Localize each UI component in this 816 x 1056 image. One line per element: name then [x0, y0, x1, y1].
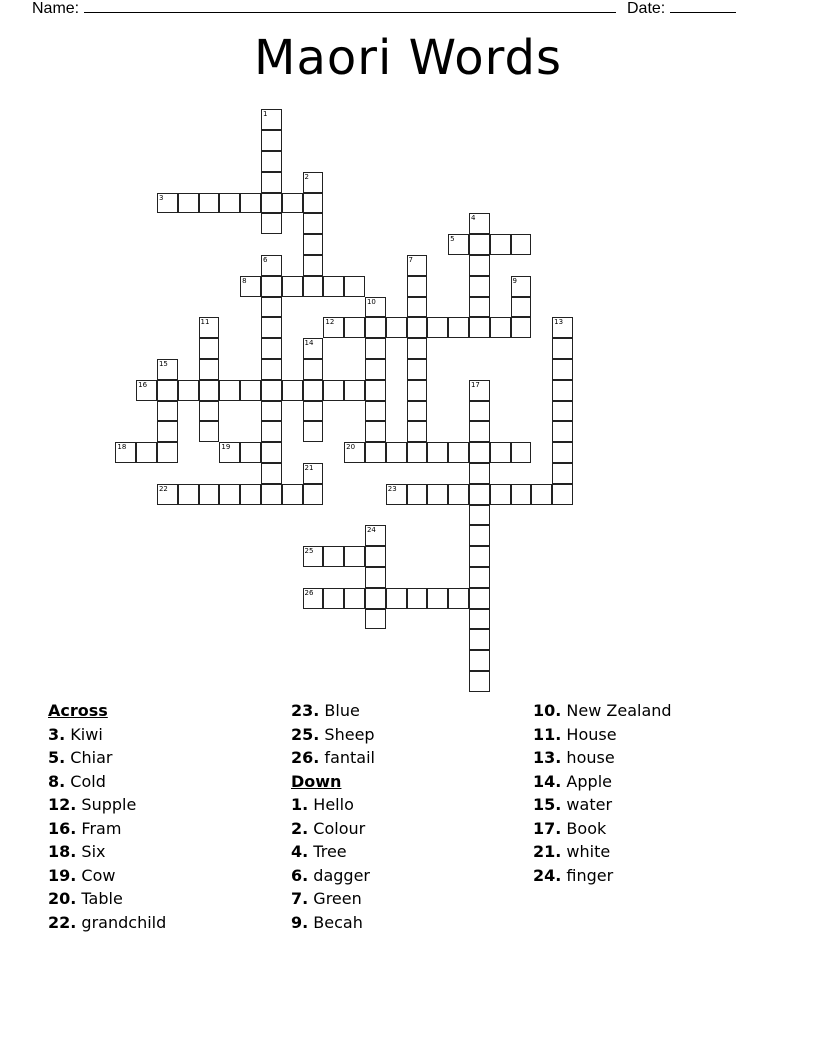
- clue-item-text: Apple: [561, 771, 612, 791]
- clue-item: [48, 724, 166, 748]
- grid-cell[interactable]: [511, 297, 532, 318]
- grid-cell[interactable]: [469, 484, 490, 505]
- grid-cell[interactable]: [199, 338, 220, 359]
- grid-cell[interactable]: [303, 421, 324, 442]
- grid-cell[interactable]: [365, 588, 386, 609]
- clue-item-number: 5.: [48, 748, 66, 767]
- grid-cell[interactable]: [552, 401, 573, 422]
- grid-cell[interactable]: [469, 525, 490, 546]
- clue-item-text: Green: [308, 889, 362, 908]
- clue-number: 9: [512, 276, 518, 285]
- grid-cell[interactable]: [365, 401, 386, 422]
- clue-item: [533, 724, 672, 748]
- grid-cell[interactable]: [469, 442, 490, 463]
- grid-cell[interactable]: [261, 255, 282, 276]
- grid-cell[interactable]: [303, 255, 324, 276]
- grid-cell[interactable]: [365, 525, 386, 546]
- grid-cell[interactable]: [469, 609, 490, 630]
- clue-item-text: Chiar: [65, 748, 113, 767]
- grid-cell[interactable]: [323, 546, 344, 567]
- clue-item-text: Book: [561, 818, 607, 838]
- clue-item: [291, 700, 375, 724]
- grid-cell[interactable]: [386, 588, 407, 609]
- clue-item-number: 7.: [291, 889, 309, 908]
- grid-cell[interactable]: [303, 380, 324, 401]
- grid-cell[interactable]: [469, 276, 490, 297]
- clue-number: 2: [304, 172, 310, 181]
- clue-item-text: Cold: [65, 771, 106, 791]
- clue-item: [48, 747, 166, 771]
- clue-item-number: 18.: [48, 842, 77, 861]
- grid-cell[interactable]: [552, 317, 573, 338]
- clue-number: 22: [158, 484, 168, 493]
- clue-item: [291, 888, 375, 912]
- grid-cell[interactable]: [469, 234, 490, 255]
- grid-cell[interactable]: [261, 297, 282, 318]
- grid-cell[interactable]: [199, 193, 220, 214]
- grid-cell[interactable]: [386, 317, 407, 338]
- clue-item-text: Cow: [76, 865, 116, 885]
- grid-cell[interactable]: [344, 276, 365, 297]
- grid-cell[interactable]: [511, 442, 532, 463]
- grid-cell[interactable]: [199, 484, 220, 505]
- grid-cell[interactable]: [303, 401, 324, 422]
- grid-cell[interactable]: [199, 421, 220, 442]
- grid-cell[interactable]: [365, 338, 386, 359]
- grid-cell[interactable]: [303, 588, 324, 609]
- clue-item: [533, 771, 672, 795]
- grid-cell[interactable]: [552, 380, 573, 401]
- grid-cell[interactable]: [365, 609, 386, 630]
- grid-cell[interactable]: [407, 401, 428, 422]
- grid-cell[interactable]: [344, 546, 365, 567]
- grid-cell[interactable]: [469, 317, 490, 338]
- grid-cell[interactable]: [261, 276, 282, 297]
- clue-item-text: house: [561, 748, 615, 767]
- clue-item: [291, 724, 375, 748]
- grid-cell[interactable]: [469, 588, 490, 609]
- grid-cell[interactable]: [178, 380, 199, 401]
- grid-cell[interactable]: [511, 484, 532, 505]
- grid-cell[interactable]: [303, 213, 324, 234]
- clue-item-text: Colour: [308, 818, 366, 838]
- grid-cell[interactable]: [427, 484, 448, 505]
- grid-cell[interactable]: [323, 380, 344, 401]
- grid-cell[interactable]: [344, 380, 365, 401]
- grid-cell[interactable]: [261, 109, 282, 130]
- clue-number: 24: [366, 526, 376, 535]
- clue-item-number: 23.: [291, 701, 320, 720]
- grid-cell[interactable]: [511, 234, 532, 255]
- grid-cell[interactable]: [261, 130, 282, 151]
- grid-cell[interactable]: [469, 567, 490, 588]
- clue-heading: Across: [48, 701, 108, 720]
- clue-number: 6: [262, 255, 268, 264]
- clue-item-number: 1.: [291, 795, 309, 814]
- grid-cell[interactable]: [365, 421, 386, 442]
- clue-number: 8: [242, 276, 247, 285]
- grid-cell[interactable]: [303, 484, 324, 505]
- clue-item-number: 15.: [533, 795, 562, 814]
- clue-item-number: 13.: [533, 748, 562, 767]
- grid-cell[interactable]: [365, 297, 386, 318]
- clue-item: [48, 888, 166, 912]
- clue-number: 23: [387, 484, 397, 493]
- grid-cell[interactable]: [344, 317, 365, 338]
- grid-cell[interactable]: [552, 421, 573, 442]
- clue-number: 16: [138, 380, 148, 389]
- grid-cell[interactable]: [178, 484, 199, 505]
- clue-item: [48, 865, 166, 889]
- grid-cell[interactable]: [552, 442, 573, 463]
- grid-cell[interactable]: [407, 317, 428, 338]
- grid-cell[interactable]: [157, 484, 178, 505]
- clue-item-text: Tree: [308, 842, 347, 861]
- clue-item-number: 10.: [533, 701, 562, 720]
- clue-number: 10: [366, 297, 376, 306]
- grid-cell[interactable]: [448, 234, 469, 255]
- grid-cell[interactable]: [240, 484, 261, 505]
- grid-cell[interactable]: [282, 484, 303, 505]
- grid-cell[interactable]: [303, 338, 324, 359]
- grid-cell[interactable]: [407, 380, 428, 401]
- grid-cell[interactable]: [261, 484, 282, 505]
- clue-item: [533, 841, 672, 865]
- grid-cell[interactable]: [323, 276, 344, 297]
- clue-item-text: white: [561, 842, 611, 861]
- clue-number: 17: [470, 380, 480, 389]
- clue-item-text: fantail: [319, 748, 375, 767]
- grid-cell[interactable]: [240, 442, 261, 463]
- clue-number: 15: [158, 359, 168, 368]
- clue-item-number: 20.: [48, 889, 77, 908]
- grid-cell[interactable]: [469, 546, 490, 567]
- clue-item: [48, 912, 166, 936]
- clue-item-text: Supple: [76, 795, 137, 814]
- clue-item: [291, 747, 375, 771]
- clue-item: [291, 865, 375, 889]
- clue-item-number: 25.: [291, 724, 320, 744]
- grid-cell[interactable]: [448, 317, 469, 338]
- clue-item-number: 2.: [291, 818, 309, 838]
- clue-item-text: House: [561, 724, 617, 744]
- clue-number: 5: [450, 235, 455, 244]
- grid-cell[interactable]: [365, 567, 386, 588]
- clue-item-number: 4.: [291, 842, 309, 861]
- grid-cell[interactable]: [157, 359, 178, 380]
- clue-item: [533, 794, 672, 818]
- date-label: Date:: [627, 0, 666, 17]
- grid-cell[interactable]: [407, 255, 428, 276]
- grid-cell[interactable]: [469, 650, 490, 671]
- clue-item-text: Table: [76, 889, 123, 908]
- grid-cell[interactable]: [115, 442, 136, 463]
- clue-item: [48, 841, 166, 865]
- clue-item-number: 19.: [48, 865, 77, 885]
- grid-cell[interactable]: [199, 401, 220, 422]
- grid-cell[interactable]: [386, 484, 407, 505]
- clue-column-1: [48, 700, 166, 935]
- clue-item-text: Blue: [319, 701, 360, 720]
- clue-item-text: grandchild: [76, 912, 167, 932]
- grid-cell[interactable]: [511, 317, 532, 338]
- clue-item-number: 16.: [48, 818, 77, 838]
- clue-item-text: dagger: [308, 865, 370, 885]
- clue-number: 18: [117, 443, 127, 452]
- clue-heading: Down: [291, 771, 342, 791]
- grid-cell[interactable]: [407, 297, 428, 318]
- clue-item: [48, 771, 166, 795]
- grid-cell[interactable]: [178, 193, 199, 214]
- clue-item-number: 14.: [533, 771, 562, 791]
- clue-item-number: 8.: [48, 771, 66, 791]
- clue-item: [48, 818, 166, 842]
- grid-cell[interactable]: [386, 442, 407, 463]
- clue-item-number: 17.: [533, 818, 562, 838]
- grid-cell[interactable]: [490, 234, 511, 255]
- grid-cell[interactable]: [552, 463, 573, 484]
- grid-cell[interactable]: [448, 588, 469, 609]
- clue-item: [291, 912, 375, 936]
- grid-cell[interactable]: [365, 442, 386, 463]
- grid-cell[interactable]: [344, 442, 365, 463]
- grid-cell[interactable]: [344, 588, 365, 609]
- puzzle-title: Maori Words: [254, 30, 562, 86]
- clue-item-number: 6.: [291, 865, 309, 885]
- grid-cell[interactable]: [136, 380, 157, 401]
- clue-item: [533, 818, 672, 842]
- grid-cell[interactable]: [469, 380, 490, 401]
- clue-item: [533, 865, 672, 889]
- grid-cell[interactable]: [303, 172, 324, 193]
- clue-item-number: 3.: [48, 724, 66, 744]
- grid-cell[interactable]: [323, 317, 344, 338]
- grid-cell[interactable]: [282, 276, 303, 297]
- grid-cell[interactable]: [490, 484, 511, 505]
- grid-cell[interactable]: [303, 463, 324, 484]
- clue-item-text: Hello: [308, 795, 354, 814]
- clue-item-text: Fram: [76, 818, 122, 838]
- grid-cell[interactable]: [303, 546, 324, 567]
- grid-cell[interactable]: [219, 380, 240, 401]
- grid-cell[interactable]: [303, 359, 324, 380]
- clue-item-text: finger: [561, 865, 614, 885]
- clue-item-number: 11.: [533, 724, 562, 744]
- grid-cell[interactable]: [531, 484, 552, 505]
- name-label: Name:: [32, 0, 80, 17]
- clue-number: 20: [346, 443, 356, 452]
- grid-cell[interactable]: [407, 338, 428, 359]
- grid-cell[interactable]: [448, 442, 469, 463]
- clue-item-number: 21.: [533, 842, 562, 861]
- clue-item-text: Becah: [308, 912, 363, 932]
- grid-cell[interactable]: [261, 172, 282, 193]
- grid-cell[interactable]: [282, 380, 303, 401]
- grid-cell[interactable]: [136, 442, 157, 463]
- clue-item-text: water: [561, 795, 613, 814]
- grid-cell[interactable]: [157, 421, 178, 442]
- grid-cell[interactable]: [407, 484, 428, 505]
- grid-cell[interactable]: [261, 463, 282, 484]
- grid-cell[interactable]: [427, 442, 448, 463]
- clue-number: 14: [304, 339, 314, 348]
- grid-cell[interactable]: [469, 463, 490, 484]
- grid-cell[interactable]: [427, 317, 448, 338]
- clue-item-text: Sheep: [319, 724, 375, 744]
- grid-cell[interactable]: [511, 276, 532, 297]
- grid-cell[interactable]: [282, 193, 303, 214]
- grid-cell[interactable]: [157, 193, 178, 214]
- clue-item-number: 24.: [533, 865, 562, 885]
- grid-cell[interactable]: [199, 380, 220, 401]
- grid-cell[interactable]: [469, 401, 490, 422]
- grid-cell[interactable]: [261, 380, 282, 401]
- grid-cell[interactable]: [261, 442, 282, 463]
- clue-item: [533, 700, 672, 724]
- clue-item: [291, 841, 375, 865]
- grid-cell[interactable]: [219, 442, 240, 463]
- grid-cell[interactable]: [469, 297, 490, 318]
- clue-number: 11: [200, 318, 210, 327]
- grid-cell[interactable]: [240, 276, 261, 297]
- grid-cell[interactable]: [240, 193, 261, 214]
- grid-cell[interactable]: [261, 151, 282, 172]
- clue-item-number: 9.: [291, 912, 309, 932]
- grid-cell[interactable]: [261, 359, 282, 380]
- grid-cell[interactable]: [469, 505, 490, 526]
- grid-cell[interactable]: [303, 234, 324, 255]
- grid-cell[interactable]: [552, 359, 573, 380]
- grid-cell[interactable]: [407, 421, 428, 442]
- grid-cell[interactable]: [261, 213, 282, 234]
- grid-cell[interactable]: [469, 213, 490, 234]
- clue-item: [48, 794, 166, 818]
- clue-item: [291, 794, 375, 818]
- grid-cell[interactable]: [157, 442, 178, 463]
- clue-column-2: [291, 700, 375, 935]
- grid-cell[interactable]: [407, 588, 428, 609]
- grid-cell[interactable]: [219, 484, 240, 505]
- grid-cell[interactable]: [323, 588, 344, 609]
- grid-cell[interactable]: [199, 359, 220, 380]
- grid-cell[interactable]: [469, 671, 490, 692]
- grid-cell[interactable]: [490, 442, 511, 463]
- clue-item-text: Six: [76, 842, 106, 861]
- grid-cell[interactable]: [157, 401, 178, 422]
- clue-item-number: 22.: [48, 912, 77, 932]
- grid-cell[interactable]: [552, 338, 573, 359]
- grid-cell[interactable]: [490, 317, 511, 338]
- grid-cell[interactable]: [365, 317, 386, 338]
- grid-cell[interactable]: [552, 484, 573, 505]
- clue-item-text: New Zealand: [561, 701, 672, 720]
- clue-number: 4: [470, 214, 476, 223]
- grid-cell[interactable]: [261, 193, 282, 214]
- grid-cell[interactable]: [157, 380, 178, 401]
- clue-number: 7: [408, 255, 414, 264]
- grid-cell[interactable]: [261, 401, 282, 422]
- clue-item-text: Kiwi: [65, 724, 103, 744]
- grid-cell[interactable]: [469, 629, 490, 650]
- grid-cell[interactable]: [303, 193, 324, 214]
- clue-item-number: 26.: [291, 748, 320, 767]
- grid-cell[interactable]: [219, 193, 240, 214]
- clue-column-3: [533, 700, 672, 888]
- clue-number: 26: [304, 588, 314, 597]
- grid-cell[interactable]: [261, 317, 282, 338]
- clue-item: [291, 818, 375, 842]
- grid-cell[interactable]: [261, 421, 282, 442]
- clue-number: 13: [554, 318, 564, 327]
- grid-cell[interactable]: [407, 359, 428, 380]
- grid-cell[interactable]: [365, 380, 386, 401]
- grid-cell[interactable]: [261, 338, 282, 359]
- clue-number: 12: [325, 318, 335, 327]
- grid-cell[interactable]: [469, 255, 490, 276]
- clue-item: [533, 747, 672, 771]
- grid-cell[interactable]: [448, 484, 469, 505]
- clue-item-number: 12.: [48, 795, 77, 814]
- grid-cell[interactable]: [365, 546, 386, 567]
- grid-cell[interactable]: [240, 380, 261, 401]
- clue-number: 3: [158, 193, 164, 202]
- grid-cell[interactable]: [427, 588, 448, 609]
- clue-number: 25: [304, 547, 314, 556]
- grid-cell[interactable]: [407, 276, 428, 297]
- grid-cell[interactable]: [407, 442, 428, 463]
- clue-number: 19: [221, 443, 231, 452]
- grid-cell[interactable]: [365, 359, 386, 380]
- clue-number: 1: [262, 110, 268, 119]
- clue-number: 21: [304, 463, 314, 472]
- grid-cell[interactable]: [199, 317, 220, 338]
- grid-cell[interactable]: [469, 421, 490, 442]
- grid-cell[interactable]: [303, 276, 324, 297]
